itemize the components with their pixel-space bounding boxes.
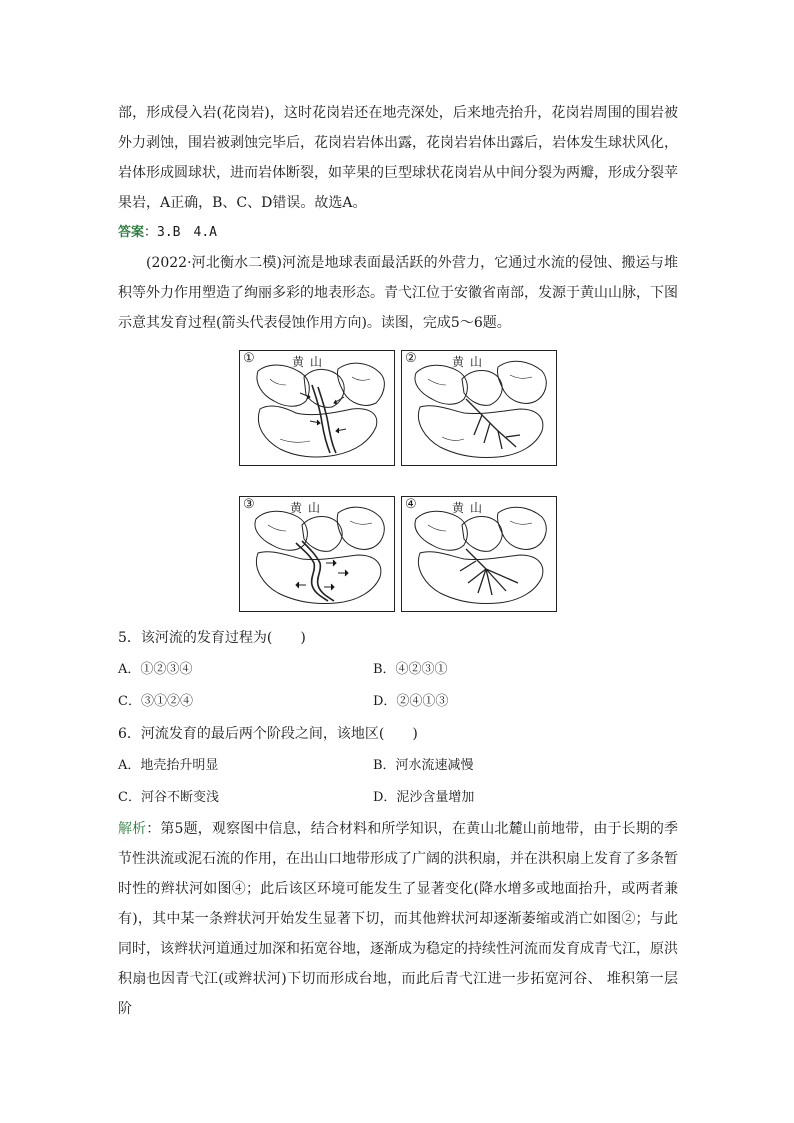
q6-option-c[interactable]: C．河谷不断变浅	[118, 790, 219, 805]
question-stem: (2022·河北衡水二模)河流是地球表面最活跃的外营力，它通过水流的侵蚀、搬运与堆积等外力作用塑造了绚丽多彩的地表形态。青弋江位于安徽省南部，发源于黄山山脉，下图示意其发育过程(箭头代表侵蚀作用方向)。读图，完成5～6题。	[118, 255, 678, 331]
answer-text: 3.B 4.A	[157, 225, 217, 240]
q6-option-d[interactable]: D．泥沙含量增加	[373, 790, 475, 805]
question-6: 6．河流发育的最后两个阶段之间，该地区( )	[118, 726, 418, 742]
q5-options-row-2	[118, 686, 678, 718]
q6-options-row-1	[118, 750, 678, 782]
figure-panel-4	[401, 496, 557, 612]
panel-4-title: 黄山	[452, 501, 489, 515]
q6-options-row-2	[118, 782, 678, 814]
river-development-figure	[239, 350, 559, 616]
panel-1-number: ①	[243, 351, 255, 366]
answer-separator: ：	[144, 225, 158, 240]
analysis-text: ：第5题，观察图中信息，结合材料和所学知识，在黄山北麓山前地带，由于长期的季节性洪流或泥石流的作用，在出山口地带形成了广阔的洪积扇，并在洪积扇上发育了多条暂时性的辫状河如图④；此后该区环境可能发生了显著变化(降水增多或地面抬升，或两者兼有)，其中某一条辫状河开始发生显著下切，而其他辫状河却逐渐萎缩或消亡如图②；与此同时，该辫状河道通过加深和拓宽谷地，逐渐成为稳定的持续性河流而发育成青弋江，原洪积扇也因青弋江(或辫状河)下切而形成台地，而此后青弋江进一步拓宽河谷、 堆积第一层阶	[118, 821, 679, 1017]
figure-panel-2	[401, 350, 557, 466]
panel-4-number: ④	[405, 497, 417, 512]
intro-paragraph: 部，形成侵入岩(花岗岩)，这时花岗岩还在地壳深处，后来地壳抬升，花岗岩周围的围岩被外力剥蚀，围岩被剥蚀完毕后，花岗岩岩体出露，花岗岩岩体出露后，岩体发生球状风化，岩体形成圆球状，进而岩体断裂，如苹果的巨型球状花岗岩从中间分裂为两瓣，形成分裂苹果岩，A正确，B、C、D错误。故选A。	[118, 105, 678, 211]
question-5: 5．该河流的发育过程为( )	[118, 630, 306, 646]
document-page	[118, 98, 678, 1024]
panel-3-number: ③	[243, 497, 255, 512]
figure-panel-1	[239, 350, 395, 466]
q5-option-c[interactable]: C．③①②④	[118, 694, 193, 709]
q5-option-d[interactable]: D．②④①③	[373, 694, 449, 709]
answer-line	[118, 218, 678, 248]
analysis-label: 解析	[118, 821, 147, 837]
analysis-paragraph	[118, 814, 678, 1024]
panel-2-number: ②	[405, 351, 417, 366]
q5-options-row-1	[118, 654, 678, 686]
q6-option-a[interactable]: A．地壳抬升明显	[118, 758, 219, 773]
panel-3-title: 黄山	[290, 501, 327, 515]
q5-option-b[interactable]: B．④②③①	[373, 662, 448, 677]
answer-label: 答案	[118, 225, 145, 240]
panel-2-title: 黄山	[452, 355, 489, 369]
panel-1-title: 黄山	[292, 355, 329, 369]
q5-option-a[interactable]: A．①②③④	[118, 662, 193, 677]
q6-option-b[interactable]: B．河水流速减慢	[373, 758, 474, 773]
figure-panel-3	[239, 496, 395, 612]
